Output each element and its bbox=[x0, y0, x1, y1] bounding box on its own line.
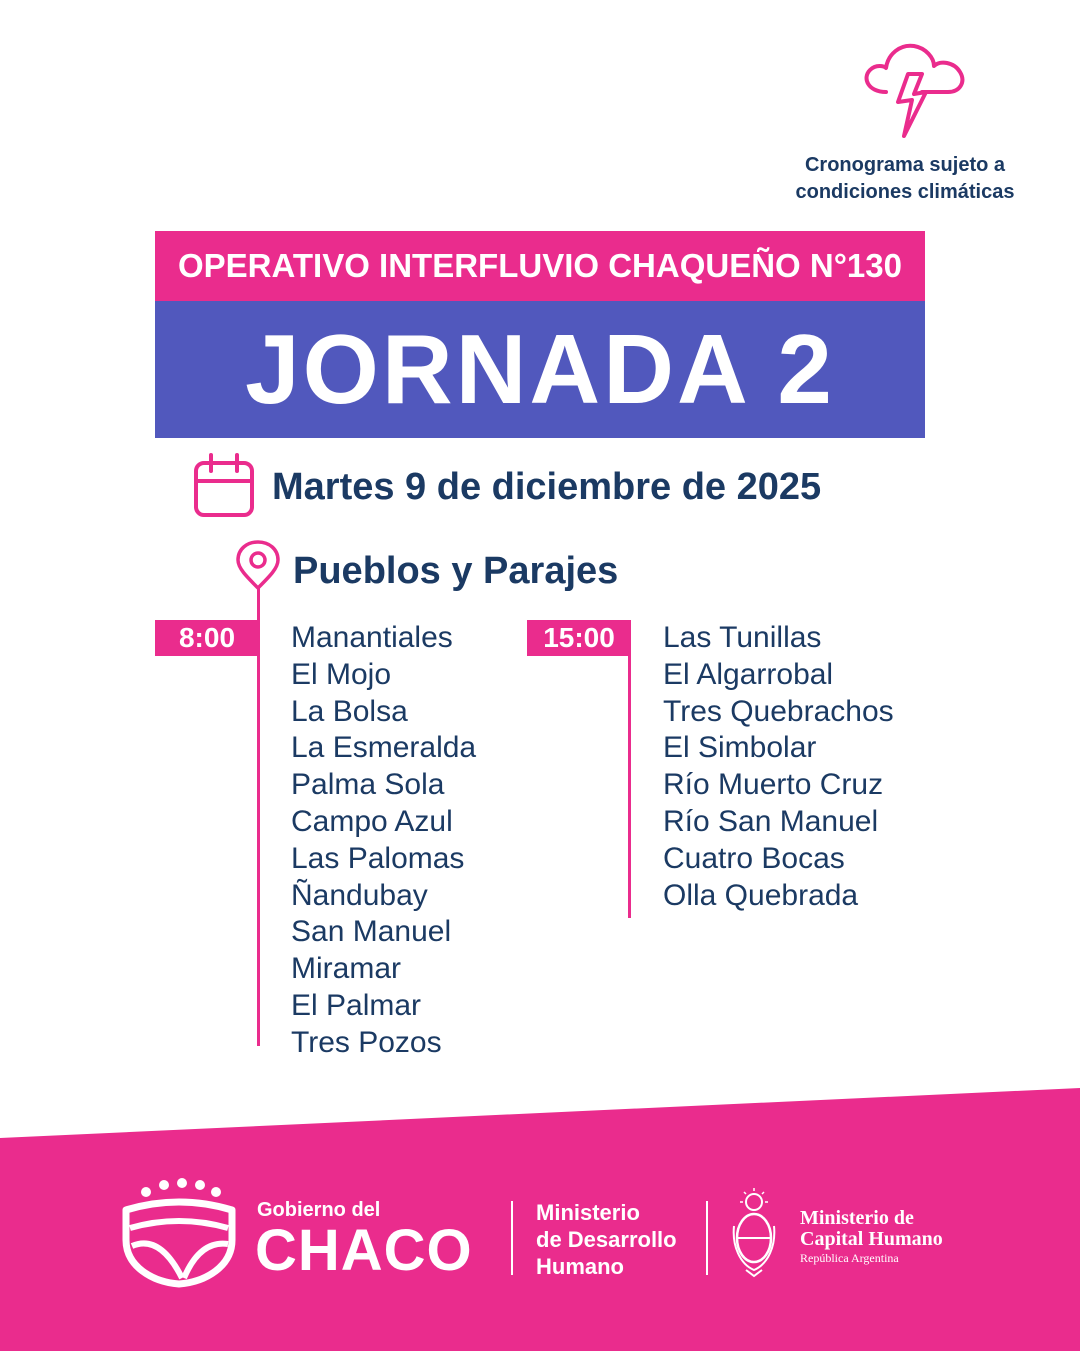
national-seal-icon bbox=[730, 1186, 778, 1278]
timeline-line-morning bbox=[257, 588, 260, 1046]
list-item: Río San Manuel bbox=[663, 804, 879, 838]
ministerio-capital-line-2: Capital Humano bbox=[800, 1228, 943, 1250]
footer-divider bbox=[706, 1201, 708, 1275]
operation-subtitle: OPERATIVO INTERFLUVIO CHAQUEÑO N°130 bbox=[177, 247, 902, 284]
timeline-line-afternoon bbox=[628, 620, 631, 918]
gobierno-label: Gobierno del bbox=[257, 1199, 381, 1221]
ministerio-capital-line-3: República Argentina bbox=[800, 1251, 899, 1265]
notice-line-1: Cronograma sujeto a bbox=[804, 154, 1006, 176]
jornada-title-band bbox=[155, 301, 925, 438]
list-item: Las Palomas bbox=[291, 841, 465, 875]
ministerio-desarrollo-line-3: Humano bbox=[536, 1254, 624, 1279]
list-item: El Algarrobal bbox=[663, 657, 834, 691]
list-item: Ñandubay bbox=[291, 878, 428, 912]
chaco-logo-icon bbox=[120, 1178, 238, 1288]
time-label-morning: 8:00 bbox=[178, 622, 236, 653]
list-item: La Bolsa bbox=[291, 694, 408, 728]
places-list-afternoon bbox=[663, 620, 894, 914]
calendar-icon bbox=[193, 453, 255, 519]
list-item: Tres Pozos bbox=[291, 1025, 442, 1059]
notice-line-2: condiciones climáticas bbox=[795, 181, 1015, 203]
weather-notice bbox=[770, 152, 1040, 206]
ministerio-desarrollo-line-2: de Desarrollo bbox=[536, 1227, 677, 1252]
list-item: Miramar bbox=[291, 952, 401, 986]
jornada-title: JORNADA 2 bbox=[245, 314, 835, 424]
location-pin-icon bbox=[234, 540, 282, 592]
operation-subtitle-band bbox=[155, 231, 925, 301]
time-label-afternoon: 15:00 bbox=[543, 622, 615, 653]
list-item: Palma Sola bbox=[291, 768, 445, 802]
ministerio-capital-label bbox=[800, 1208, 943, 1266]
places-list-morning bbox=[291, 620, 476, 1062]
ministerio-desarrollo-label bbox=[536, 1199, 677, 1280]
section-title: Pueblos y Parajes bbox=[293, 550, 619, 592]
list-item: Las Tunillas bbox=[663, 621, 822, 654]
ministerio-desarrollo-line-1: Ministerio bbox=[536, 1200, 640, 1225]
time-badge-morning bbox=[155, 620, 259, 656]
list-item: El Mojo bbox=[291, 657, 392, 691]
ministerio-capital-line-1: Ministerio de bbox=[800, 1207, 914, 1229]
storm-cloud-icon bbox=[856, 40, 968, 144]
chaco-wordmark: CHACO bbox=[255, 1218, 473, 1283]
list-item: El Palmar bbox=[291, 988, 422, 1022]
list-item: Río Muerto Cruz bbox=[663, 768, 884, 802]
list-item: La Esmeralda bbox=[291, 731, 477, 765]
list-item: Olla Quebrada bbox=[663, 878, 859, 912]
list-item: Campo Azul bbox=[291, 804, 453, 838]
list-item: Manantiales bbox=[291, 621, 453, 654]
time-badge-afternoon bbox=[527, 620, 631, 656]
list-item: El Simbolar bbox=[663, 731, 817, 765]
list-item: San Manuel bbox=[291, 915, 452, 949]
event-date: Martes 9 de diciembre de 2025 bbox=[272, 466, 822, 508]
list-item: Cuatro Bocas bbox=[663, 841, 845, 875]
list-item: Tres Quebrachos bbox=[663, 694, 894, 728]
footer-divider bbox=[511, 1201, 513, 1275]
